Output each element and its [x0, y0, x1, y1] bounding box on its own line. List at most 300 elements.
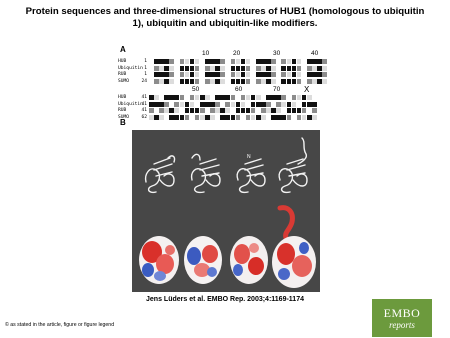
residue-cell — [261, 66, 266, 71]
residue-cell — [241, 108, 246, 113]
residue-cell — [164, 59, 169, 64]
figure-title: Protein sequences and three-dimensional structures of HUB1 (homologous to ubiquitin 1), ubiquitin and ubiquitin-like modifiers. — [25, 6, 425, 29]
residue-cell — [271, 115, 276, 120]
residue-cell — [215, 115, 220, 120]
residue-cell — [271, 66, 276, 71]
residue-cell — [246, 115, 251, 120]
residue-cell — [261, 102, 266, 107]
residue-cell — [220, 79, 225, 84]
residue-cell — [225, 72, 230, 77]
residue-cell — [302, 66, 307, 71]
residue-cell — [251, 95, 256, 100]
residue-cell — [302, 72, 307, 77]
residue-cell — [307, 95, 312, 100]
tick-label: 60 — [235, 86, 243, 93]
residue-cell — [312, 108, 317, 113]
residue-shading — [149, 115, 317, 121]
residue-cell — [292, 102, 297, 107]
alignment-row — [118, 95, 332, 101]
residue-cell — [174, 72, 179, 77]
residue-cell — [256, 79, 261, 84]
residue-cell — [190, 79, 195, 84]
residue-cell — [236, 59, 241, 64]
tick-label: 30 — [273, 50, 281, 57]
residue-cell — [292, 79, 297, 84]
residue-cell — [205, 115, 210, 120]
residue-cell — [287, 66, 292, 71]
residue-cell — [287, 95, 292, 100]
residue-cell — [215, 108, 220, 113]
residue-cell — [276, 66, 281, 71]
residue-cell — [307, 72, 312, 77]
ribbon-structure-hub1 — [140, 144, 180, 200]
sequence-name: RUB — [118, 108, 127, 113]
residue-cell — [307, 66, 312, 71]
tick-labels-row2 — [118, 86, 332, 95]
residue-cell — [276, 59, 281, 64]
ribbon-structure-rub — [230, 144, 270, 200]
residue-cell — [225, 79, 230, 84]
residue-cell — [236, 79, 241, 84]
residue-cell — [317, 72, 322, 77]
residue-cell — [266, 102, 271, 107]
residue-cell — [241, 95, 246, 100]
sequence-start-number: 62 — [141, 114, 147, 120]
residue-cell — [246, 72, 251, 77]
residue-cell — [271, 59, 276, 64]
residue-cell — [169, 102, 174, 107]
residue-cell — [312, 66, 317, 71]
residue-shading — [149, 66, 327, 72]
residue-cell — [185, 79, 190, 84]
residue-cell — [220, 59, 225, 64]
residue-cell — [190, 59, 195, 64]
residue-cell — [266, 95, 271, 100]
residue-cell — [261, 72, 266, 77]
x-marker: X — [304, 85, 310, 94]
residue-cell — [220, 95, 225, 100]
residue-cell — [149, 95, 154, 100]
residue-cell — [174, 66, 179, 71]
residue-cell — [205, 79, 210, 84]
residue-cell — [215, 95, 220, 100]
sequence-start-number: 1 — [144, 72, 147, 77]
residue-cell — [297, 108, 302, 113]
residue-cell — [251, 59, 256, 64]
residue-cell — [200, 59, 205, 64]
residue-cell — [266, 59, 271, 64]
residue-cell — [169, 66, 174, 71]
residue-cell — [200, 66, 205, 71]
residue-cell — [241, 115, 246, 120]
residue-cell — [195, 72, 200, 77]
residue-cell — [322, 66, 327, 71]
residue-cell — [154, 115, 159, 120]
copyright-footer: © as stated in the article, figure or figure legend — [5, 322, 115, 328]
residue-cell — [210, 79, 215, 84]
residue-cell — [251, 115, 256, 120]
alignment-row — [118, 102, 332, 108]
residue-cell — [251, 79, 256, 84]
residue-cell — [246, 79, 251, 84]
residue-cell — [241, 59, 246, 64]
residue-cell — [266, 79, 271, 84]
residue-cell — [190, 108, 195, 113]
residue-cell — [281, 102, 286, 107]
citation: Jens Lüders et al. EMBO Rep. 2003;4:1169-1174 — [146, 296, 304, 303]
residue-cell — [281, 79, 286, 84]
residue-cell — [174, 108, 179, 113]
sequence-name: HUB — [118, 95, 127, 100]
residue-cell — [261, 108, 266, 113]
residue-cell — [210, 59, 215, 64]
residue-cell — [236, 108, 241, 113]
residue-cell — [195, 79, 200, 84]
residue-cell — [174, 59, 179, 64]
residue-cell — [236, 72, 241, 77]
residue-cell — [195, 66, 200, 71]
residue-cell — [220, 72, 225, 77]
residue-cell — [246, 66, 251, 71]
residue-cell — [271, 95, 276, 100]
residue-cell — [276, 72, 281, 77]
residue-cell — [180, 79, 185, 84]
residue-cell — [287, 115, 292, 120]
residue-cell — [231, 108, 236, 113]
residue-cell — [225, 102, 230, 107]
residue-cell — [256, 59, 261, 64]
residue-cell — [292, 108, 297, 113]
residue-cell — [231, 95, 236, 100]
residue-cell — [220, 66, 225, 71]
alignment-row — [118, 59, 332, 65]
residue-cell — [164, 115, 169, 120]
residue-cell — [225, 108, 230, 113]
residue-cell — [231, 115, 236, 120]
sequence-start-number: 1 — [144, 59, 147, 64]
residue-cell — [149, 72, 154, 77]
residue-cell — [246, 95, 251, 100]
residue-cell — [297, 95, 302, 100]
sequence-name: SUMO — [118, 114, 130, 120]
residue-cell — [287, 59, 292, 64]
residue-cell — [169, 95, 174, 100]
residue-cell — [205, 66, 210, 71]
residue-cell — [261, 95, 266, 100]
residue-cell — [225, 95, 230, 100]
sequence-start-number: 1 — [144, 65, 147, 71]
n-terminus-label: N — [247, 154, 251, 160]
residue-cell — [256, 102, 261, 107]
residue-cell — [271, 102, 276, 107]
sequence-name: SUMO — [118, 78, 130, 84]
residue-cell — [307, 108, 312, 113]
residue-cell — [241, 66, 246, 71]
residue-cell — [246, 102, 251, 107]
residue-cell — [312, 115, 317, 120]
residue-cell — [200, 72, 205, 77]
residue-cell — [256, 115, 261, 120]
residue-cell — [169, 108, 174, 113]
residue-shading — [149, 59, 327, 65]
residue-cell — [154, 108, 159, 113]
residue-cell — [149, 115, 154, 120]
residue-cell — [297, 79, 302, 84]
residue-cell — [281, 66, 286, 71]
residue-cell — [312, 59, 317, 64]
residue-cell — [307, 59, 312, 64]
residue-cell — [154, 79, 159, 84]
residue-cell — [241, 72, 246, 77]
residue-cell — [149, 66, 154, 71]
residue-cell — [297, 115, 302, 120]
residue-cell — [292, 66, 297, 71]
residue-cell — [261, 79, 266, 84]
residue-cell — [266, 72, 271, 77]
residue-cell — [149, 108, 154, 113]
residue-cell — [236, 95, 241, 100]
residue-cell — [276, 102, 281, 107]
tick-label: 20 — [233, 50, 241, 57]
residue-cell — [292, 72, 297, 77]
tick-label: 40 — [311, 50, 319, 57]
residue-cell — [185, 102, 190, 107]
panel-b-label: B — [120, 118, 126, 127]
residue-cell — [287, 102, 292, 107]
residue-cell — [174, 115, 179, 120]
alignment-row — [118, 115, 332, 121]
residue-cell — [302, 79, 307, 84]
residue-cell — [205, 72, 210, 77]
residue-cell — [231, 72, 236, 77]
residue-cell — [154, 59, 159, 64]
residue-cell — [251, 66, 256, 71]
surface-structure-rub — [228, 230, 270, 286]
residue-cell — [276, 108, 281, 113]
tick-label: 50 — [192, 86, 200, 93]
residue-cell — [276, 95, 281, 100]
structure-panel — [132, 130, 320, 292]
ribbon-structure-sumo — [272, 134, 312, 200]
residue-cell — [185, 115, 190, 120]
residue-cell — [225, 115, 230, 120]
residue-cell — [317, 66, 322, 71]
residue-cell — [302, 115, 307, 120]
residue-cell — [261, 59, 266, 64]
residue-cell — [231, 66, 236, 71]
residue-cell — [322, 79, 327, 84]
residue-cell — [281, 108, 286, 113]
residue-cell — [185, 108, 190, 113]
residue-cell — [195, 115, 200, 120]
residue-cell — [185, 72, 190, 77]
ribbon-structure-ubiquitin — [186, 144, 226, 200]
embo-reports-logo — [372, 299, 432, 337]
residue-cell — [215, 102, 220, 107]
residue-cell — [312, 95, 317, 100]
residue-cell — [292, 115, 297, 120]
residue-cell — [241, 102, 246, 107]
residue-cell — [195, 108, 200, 113]
residue-cell — [231, 59, 236, 64]
residue-cell — [302, 59, 307, 64]
residue-cell — [271, 72, 276, 77]
residue-cell — [210, 95, 215, 100]
sequence-start-number: 24 — [141, 78, 147, 84]
residue-cell — [159, 59, 164, 64]
residue-cell — [180, 108, 185, 113]
residue-cell — [149, 79, 154, 84]
residue-cell — [190, 102, 195, 107]
panel-a-label: A — [120, 45, 126, 54]
residue-cell — [210, 108, 215, 113]
residue-cell — [210, 72, 215, 77]
logo-text: reports — [389, 320, 415, 330]
residue-cell — [159, 115, 164, 120]
surface-structure-sumo — [270, 202, 318, 290]
residue-cell — [281, 115, 286, 120]
residue-cell — [169, 115, 174, 120]
residue-cell — [164, 95, 169, 100]
residue-cell — [174, 95, 179, 100]
figure — [118, 45, 332, 292]
residue-cell — [200, 95, 205, 100]
residue-cell — [215, 79, 220, 84]
residue-cell — [185, 59, 190, 64]
residue-cell — [190, 115, 195, 120]
residue-cell — [169, 59, 174, 64]
residue-shading — [149, 108, 317, 114]
residue-shading — [149, 95, 317, 101]
residue-cell — [164, 79, 169, 84]
residue-cell — [225, 59, 230, 64]
residue-cell — [287, 79, 292, 84]
residue-cell — [302, 102, 307, 107]
residue-cell — [215, 66, 220, 71]
sequence-name: HUB — [118, 59, 127, 64]
residue-cell — [164, 108, 169, 113]
residue-cell — [251, 102, 256, 107]
residue-cell — [307, 102, 312, 107]
residue-cell — [154, 102, 159, 107]
residue-cell — [154, 66, 159, 71]
tick-labels-row1 — [118, 50, 332, 58]
residue-cell — [241, 79, 246, 84]
logo-text: EMBO — [383, 306, 421, 320]
sequence-name: Ubiquitin — [118, 65, 143, 71]
residue-cell — [322, 59, 327, 64]
residue-cell — [190, 95, 195, 100]
alignment-block-1 — [118, 59, 332, 85]
residue-cell — [297, 102, 302, 107]
residue-cell — [205, 108, 210, 113]
residue-cell — [261, 115, 266, 120]
residue-cell — [231, 79, 236, 84]
residue-cell — [180, 59, 185, 64]
residue-cell — [174, 79, 179, 84]
residue-cell — [246, 108, 251, 113]
residue-cell — [266, 115, 271, 120]
residue-cell — [164, 102, 169, 107]
residue-cell — [200, 102, 205, 107]
residue-cell — [307, 79, 312, 84]
residue-cell — [236, 115, 241, 120]
residue-cell — [154, 72, 159, 77]
residue-cell — [210, 66, 215, 71]
residue-cell — [195, 59, 200, 64]
residue-cell — [190, 72, 195, 77]
residue-cell — [312, 72, 317, 77]
residue-cell — [307, 115, 312, 120]
alignment-row — [118, 108, 332, 114]
residue-cell — [297, 66, 302, 71]
residue-cell — [180, 95, 185, 100]
residue-cell — [159, 72, 164, 77]
residue-cell — [220, 115, 225, 120]
residue-cell — [292, 59, 297, 64]
residue-cell — [281, 59, 286, 64]
residue-cell — [210, 102, 215, 107]
residue-cell — [287, 72, 292, 77]
residue-cell — [256, 95, 261, 100]
sequence-name: RUB — [118, 72, 127, 77]
residue-cell — [159, 95, 164, 100]
residue-cell — [256, 66, 261, 71]
residue-cell — [236, 102, 241, 107]
residue-cell — [271, 79, 276, 84]
residue-cell — [220, 108, 225, 113]
residue-shading — [149, 72, 327, 78]
residue-cell — [251, 108, 256, 113]
sequence-name: Ubiquitin — [118, 101, 143, 107]
residue-cell — [180, 115, 185, 120]
residue-cell — [159, 108, 164, 113]
residue-cell — [231, 102, 236, 107]
alignment-row — [118, 66, 332, 72]
residue-cell — [195, 102, 200, 107]
residue-cell — [180, 66, 185, 71]
residue-cell — [164, 72, 169, 77]
residue-cell — [236, 66, 241, 71]
residue-cell — [220, 102, 225, 107]
tick-label: 10 — [202, 50, 210, 57]
residue-cell — [169, 72, 174, 77]
residue-cell — [205, 102, 210, 107]
residue-cell — [276, 115, 281, 120]
residue-cell — [266, 66, 271, 71]
residue-cell — [246, 59, 251, 64]
residue-cell — [251, 72, 256, 77]
residue-cell — [266, 108, 271, 113]
sequence-start-number: 41 — [141, 95, 147, 100]
residue-cell — [180, 72, 185, 77]
residue-cell — [154, 95, 159, 100]
residue-cell — [215, 72, 220, 77]
residue-cell — [256, 108, 261, 113]
residue-cell — [205, 95, 210, 100]
residue-cell — [292, 95, 297, 100]
residue-cell — [159, 66, 164, 71]
residue-cell — [256, 72, 261, 77]
residue-cell — [287, 108, 292, 113]
alignment-block-2 — [118, 95, 332, 121]
residue-cell — [149, 102, 154, 107]
residue-cell — [322, 72, 327, 77]
residue-cell — [200, 115, 205, 120]
residue-cell — [159, 79, 164, 84]
residue-cell — [317, 79, 322, 84]
alignment-row — [118, 79, 332, 85]
